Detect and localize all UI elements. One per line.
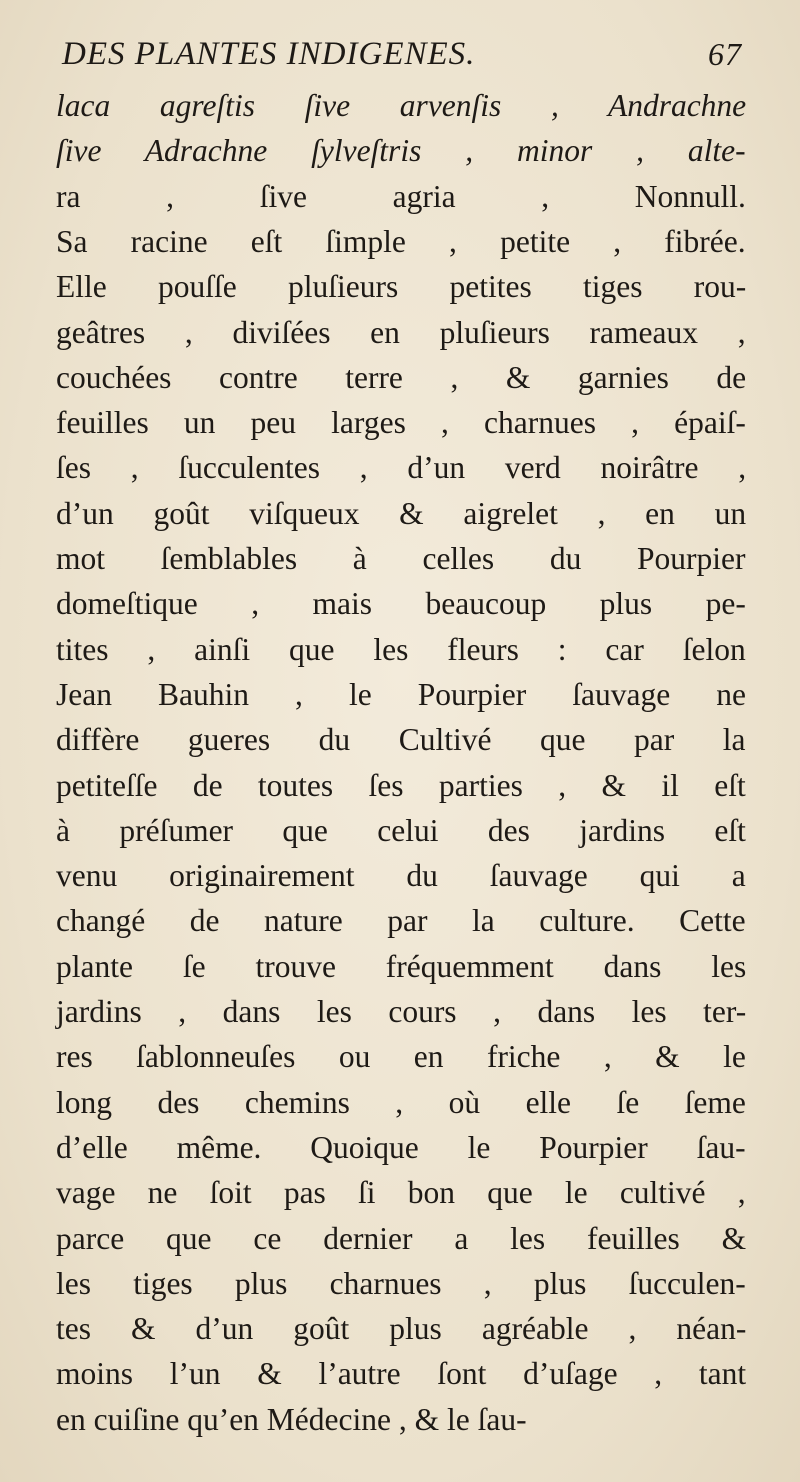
text-line: d’elle même. Quoique le Pourpier ſau- [56, 1129, 746, 1165]
text-line: Elle pouſſe pluſieurs petites tiges rou- [56, 269, 747, 305]
page-number: 67 [708, 36, 742, 72]
text-line: feuilles un peu larges , charnues , épaiſ- [56, 405, 746, 441]
text-line: vage ne ſoit pas ſi bon que le cultivé , [56, 1175, 746, 1211]
text-line: mot ſemblables à celles du Pourpier [56, 541, 746, 576]
text-line: diffère gueres du Cultivé que par la [56, 722, 746, 758]
text-line: ra , ſive agria , Nonnull. [56, 178, 746, 214]
text-line: res ſablonneuſes ou en friche , & le [56, 1039, 746, 1075]
text-line: Jean Bauhin , le Pourpier ſauvage ne [56, 676, 746, 712]
text-line: moins l’un & l’autre ſont d’uſage , tant [56, 1356, 747, 1392]
text-line: geâtres , diviſées en pluſieurs rameaux , [56, 314, 746, 350]
text-line: tites , ainſi que les fleurs : car ſelon [56, 631, 746, 667]
text-line: jardins , dans les cours , dans les ter- [56, 994, 747, 1029]
text-line: plante ſe trouve fréquemment dans les [56, 948, 747, 984]
text-line: à préſumer que celui des jardins eſt [56, 812, 746, 848]
text-line: d’un goût viſqueux & aigrelet , en un [56, 495, 747, 531]
text-line: changé de nature par la culture. Cette [56, 903, 746, 939]
text-line: en cuiſine qu’en Médecine , & le ſau- [56, 1401, 527, 1437]
text-line: ſes , ſucculentes , d’un verd noirâtre , [56, 450, 747, 486]
text-line: venu originairement du ſauvage qui a [56, 858, 746, 894]
text-line: les tiges plus charnues , plus ſucculen- [56, 1265, 746, 1301]
text-line: parce que ce dernier a les feuilles & [56, 1220, 747, 1256]
text-line: petiteſſe de toutes ſes parties , & il eſt [56, 767, 746, 803]
text-line: domeſtique , mais beaucoup plus pe- [56, 586, 746, 622]
text-line: couchées contre terre , & garnies de [56, 359, 747, 395]
text-line: long des chemins , où elle ſe ſeme [56, 1084, 746, 1120]
text-line: laca agreſtis ſive arvenſis , Andrachne [56, 88, 747, 123]
text-line: Sa racine eſt ſimple , petite , fibrée. [56, 223, 746, 259]
text-line: tes & d’un goût plus agréable , néan- [56, 1311, 747, 1347]
text-line: ſive Adrachne ſylveſtris , minor , alte- [56, 133, 746, 169]
running-title: DES PLANTES INDIGENES. [62, 36, 476, 72]
